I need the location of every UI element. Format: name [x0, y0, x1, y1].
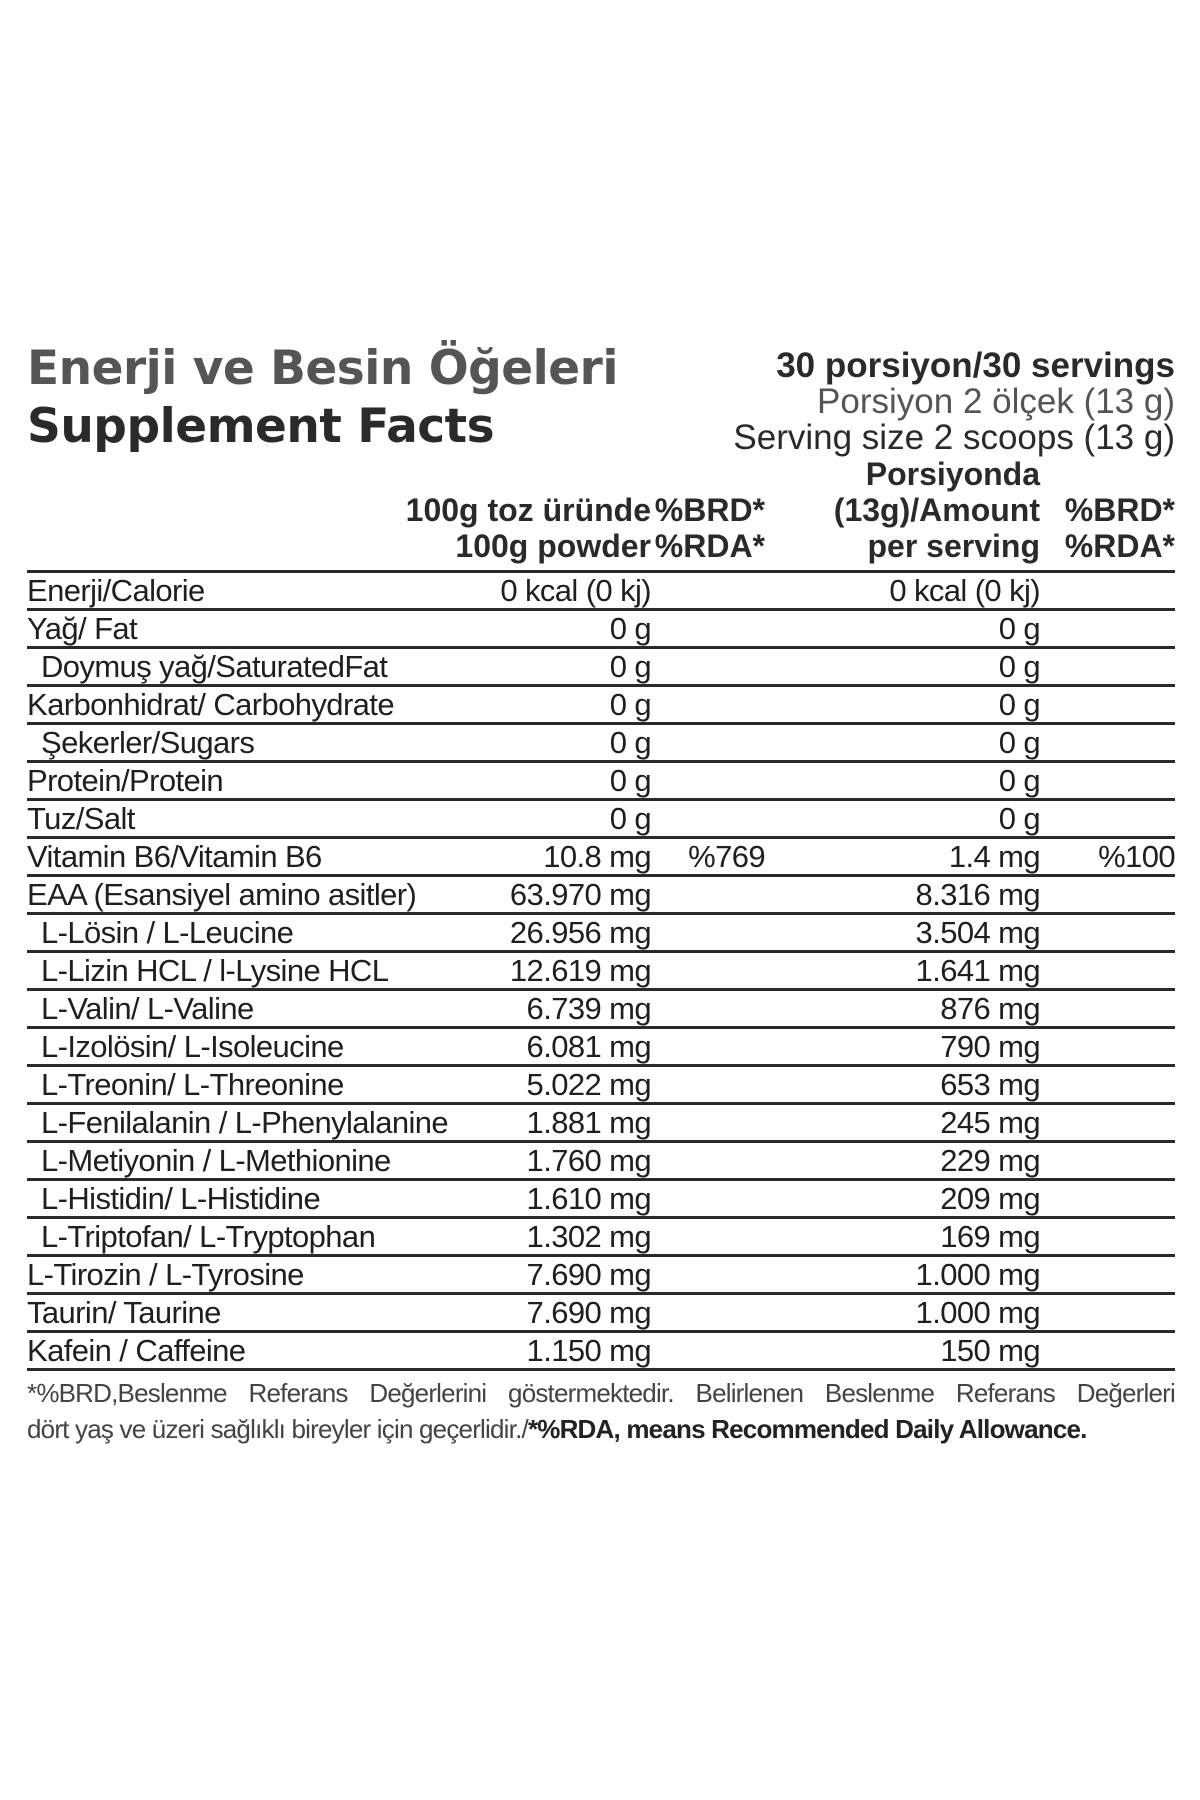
amount-per-100g: 7.690 mg — [526, 1257, 651, 1292]
amount-per-100g: 1.150 mg — [526, 1333, 651, 1368]
amount-per-100g: 0 g — [609, 763, 651, 798]
amount-per-serving: 0 g — [998, 649, 1040, 684]
column-header-per-serving-line1: Porsiyonda — [865, 456, 1040, 492]
amount-per-100g: 5.022 mg — [526, 1067, 651, 1102]
nutrient-name: Doymuş yağ/SaturatedFat — [41, 649, 388, 684]
nutrient-name: Kafein / Caffeine — [27, 1333, 246, 1368]
nutrient-name: Yağ/ Fat — [27, 611, 138, 646]
amount-per-100g: 0 g — [609, 611, 651, 646]
nutrient-name: EAA (Esansiyel amino asitler) — [27, 877, 417, 912]
amount-per-100g: 0 g — [609, 725, 651, 760]
nutrition-table — [27, 570, 1175, 1371]
nutrient-name: Vitamin B6/Vitamin B6 — [27, 839, 322, 874]
servings-count: 30 porsiyon/30 servings — [776, 346, 1175, 385]
amount-per-100g: 63.970 mg — [509, 877, 651, 912]
amount-per-serving: 209 mg — [940, 1181, 1040, 1216]
nutrient-name: L-Tirozin / L-Tyrosine — [27, 1257, 304, 1292]
table-row — [27, 839, 1175, 877]
footnote-line-2 — [27, 1411, 1175, 1447]
title-english: Supplement Facts — [27, 399, 495, 454]
nutrient-name: Tuz/Salt — [27, 801, 135, 836]
nutrient-name: Karbonhidrat/ Carbohydrate — [27, 687, 394, 722]
amount-per-serving: 0 kcal (0 kj) — [889, 573, 1040, 608]
amount-per-serving: 245 mg — [940, 1105, 1040, 1140]
amount-per-serving: 790 mg — [940, 1029, 1040, 1064]
amount-per-100g: 1.610 mg — [526, 1181, 651, 1216]
amount-per-serving: 653 mg — [940, 1067, 1040, 1102]
nutrient-name: Şekerler/Sugars — [41, 725, 255, 760]
column-header-per-100g-en: 100g powder — [455, 528, 651, 564]
column-header-per-serving-line2: (13g)/Amount — [833, 492, 1040, 528]
column-header-per-serving — [834, 456, 1040, 564]
amount-per-100g: 1.881 mg — [526, 1105, 651, 1140]
amount-per-serving: 169 mg — [940, 1219, 1040, 1254]
amount-per-serving: 1.000 mg — [915, 1295, 1040, 1330]
amount-per-100g: 7.690 mg — [526, 1295, 651, 1330]
table-row — [27, 915, 1175, 953]
column-header-rda-100g — [655, 492, 765, 564]
column-header-rda-100g-en: %RDA* — [654, 528, 765, 564]
nutrient-name: L-Lösin / L-Leucine — [41, 915, 294, 950]
column-header-rda-100g-tr: %BRD* — [654, 492, 765, 528]
nutrient-name: L-Fenilalanin / L-Phenylalanine — [41, 1105, 449, 1140]
amount-per-serving: 0 g — [998, 801, 1040, 836]
amount-per-100g: 6.739 mg — [526, 991, 651, 1026]
table-row — [27, 725, 1175, 763]
amount-per-100g: 0 g — [609, 801, 651, 836]
amount-per-serving: 0 g — [998, 611, 1040, 646]
serving-size-turkish: Porsiyon 2 ölçek (13 g) — [817, 382, 1175, 421]
amount-per-serving: 229 mg — [940, 1143, 1040, 1178]
amount-per-serving: 0 g — [998, 725, 1040, 760]
amount-per-100g: 0 kcal (0 kj) — [500, 573, 651, 608]
column-header-per-serving-line3: per serving — [867, 528, 1040, 564]
table-row — [27, 1105, 1175, 1143]
column-header-rda-serving — [1065, 492, 1175, 564]
amount-per-serving: 150 mg — [940, 1333, 1040, 1368]
nutrient-name: L-Metiyonin / L-Methionine — [41, 1143, 391, 1178]
amount-per-serving: 0 g — [998, 687, 1040, 722]
rda-per-100g: %769 — [688, 839, 765, 874]
table-row — [27, 649, 1175, 687]
table-row — [27, 1143, 1175, 1181]
amount-per-100g: 0 g — [609, 649, 651, 684]
nutrient-name: Taurin/ Taurine — [27, 1295, 221, 1330]
table-row — [27, 877, 1175, 915]
table-row — [27, 1029, 1175, 1067]
rda-per-serving: %100 — [1098, 839, 1175, 874]
table-row — [27, 1333, 1175, 1371]
amount-per-serving: 0 g — [998, 763, 1040, 798]
amount-per-100g: 1.302 mg — [526, 1219, 651, 1254]
amount-per-serving: 8.316 mg — [915, 877, 1040, 912]
table-row — [27, 991, 1175, 1029]
nutrient-name: L-Izolösin/ L-Isoleucine — [41, 1029, 344, 1064]
nutrient-name: L-Lizin HCL / l-Lysine HCL — [41, 953, 389, 988]
footnote-english: *%RDA, means Recommended Daily Allowance. — [527, 1414, 1087, 1444]
footnote-turkish: dört yaş ve üzeri sağlıklı bireyler için geçerlidir./ — [27, 1414, 528, 1444]
amount-per-serving: 3.504 mg — [915, 915, 1040, 950]
nutrient-name: L-Treonin/ L-Threonine — [41, 1067, 344, 1102]
amount-per-serving: 1.641 mg — [915, 953, 1040, 988]
table-row — [27, 1295, 1175, 1333]
column-header-rda-serving-tr: %BRD* — [1064, 492, 1175, 528]
table-row — [27, 953, 1175, 991]
serving-size-english: Serving size 2 scoops (13 g) — [733, 418, 1175, 457]
amount-per-serving: 1.4 mg — [948, 839, 1040, 874]
title-turkish: Enerji ve Besin Öğeleri — [27, 341, 618, 396]
table-row — [27, 611, 1175, 649]
column-header-per-100g-tr: 100g toz üründe — [405, 492, 651, 528]
table-row — [27, 801, 1175, 839]
amount-per-100g: 10.8 mg — [543, 839, 651, 874]
nutrient-name: Enerji/Calorie — [27, 573, 205, 608]
amount-per-100g: 0 g — [609, 687, 651, 722]
column-header-per-100g — [406, 492, 651, 564]
column-header-rda-serving-en: %RDA* — [1064, 528, 1175, 564]
table-row — [27, 573, 1175, 611]
serving-info — [733, 348, 1175, 456]
amount-per-100g: 6.081 mg — [526, 1029, 651, 1064]
amount-per-100g: 26.956 mg — [509, 915, 651, 950]
table-row — [27, 687, 1175, 725]
nutrient-name: L-Triptofan/ L-Tryptophan — [41, 1219, 376, 1254]
amount-per-100g: 12.619 mg — [509, 953, 651, 988]
amount-per-serving: 1.000 mg — [915, 1257, 1040, 1292]
nutrient-name: L-Histidin/ L-Histidine — [41, 1181, 321, 1216]
table-row — [27, 1067, 1175, 1105]
nutrient-name: Protein/Protein — [27, 763, 224, 798]
footnote-line-1: *%BRD,Beslenme Referans Değerlerini göstermektedir. Belirlenen Beslenme Referans Değerleri — [27, 1378, 1175, 1408]
footnote — [27, 1375, 1175, 1447]
nutrient-name: L-Valin/ L-Valine — [41, 991, 254, 1026]
table-row — [27, 1181, 1175, 1219]
table-row — [27, 763, 1175, 801]
amount-per-100g: 1.760 mg — [526, 1143, 651, 1178]
table-row — [27, 1219, 1175, 1257]
title-block — [27, 340, 618, 456]
table-body — [27, 573, 1175, 1371]
amount-per-serving: 876 mg — [940, 991, 1040, 1026]
table-row — [27, 1257, 1175, 1295]
